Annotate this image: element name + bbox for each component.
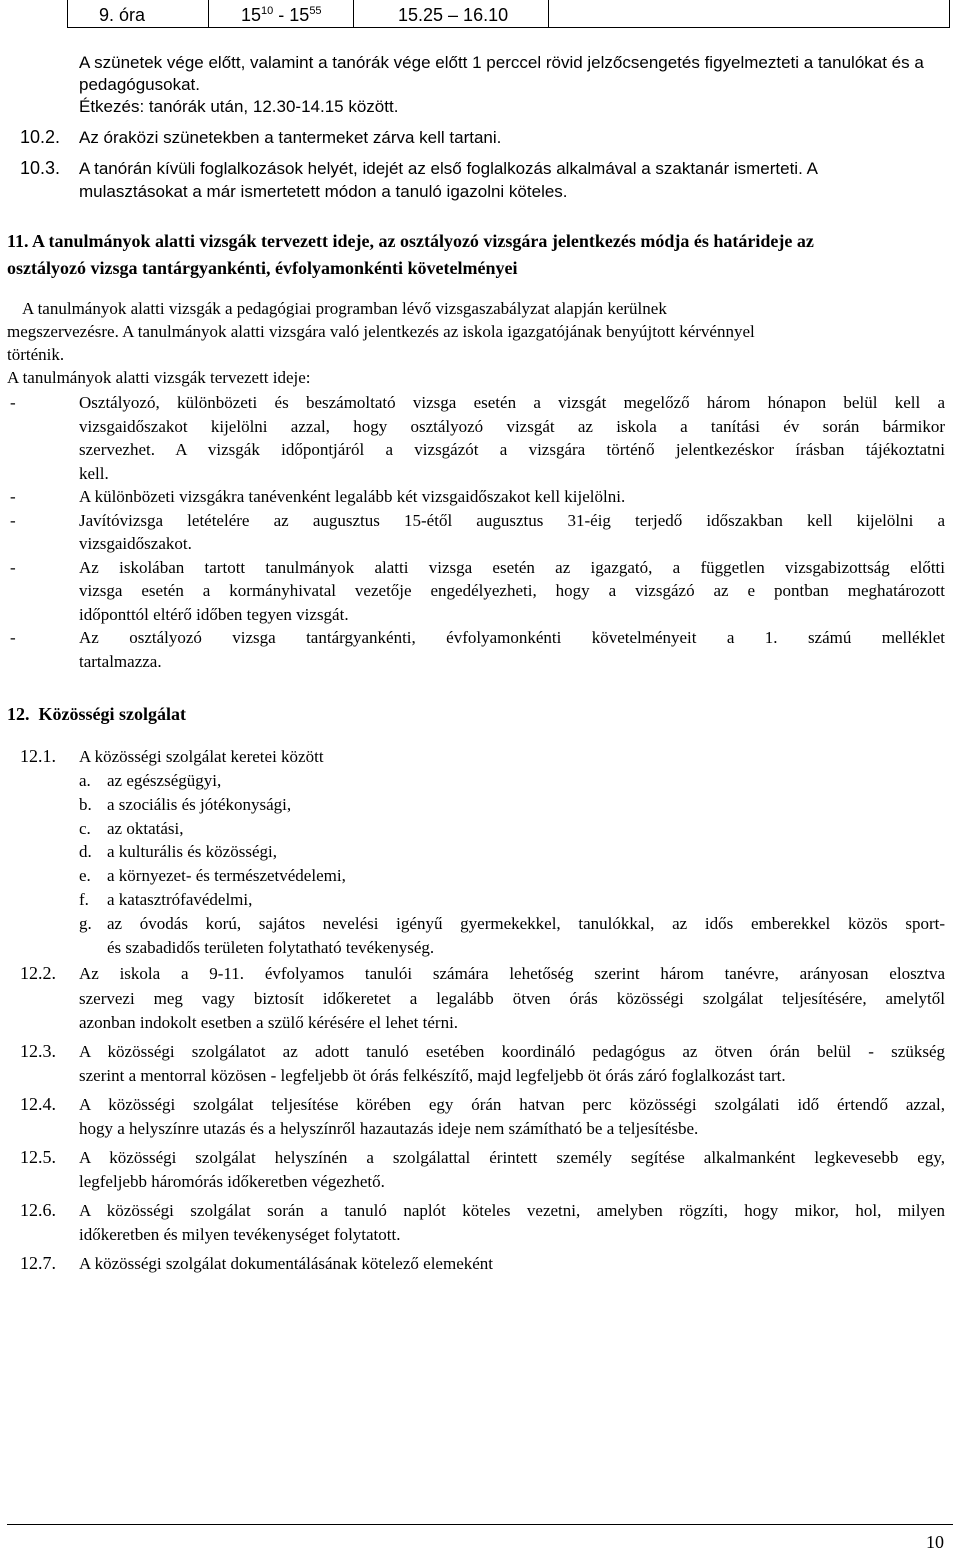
- section-item-line: legfeljebb háromórás időkeretben végezhető.: [79, 1172, 385, 1191]
- service-area-letter: b.: [79, 794, 92, 814]
- bullet-dash: -: [10, 557, 16, 577]
- service-area-text: és szabadidős területen folytatható tevékenység.: [107, 937, 435, 957]
- section-10-2-number: 10.2.: [20, 127, 61, 147]
- section-11-heading: 11. A tanulmányok alatti vizsgák tervezett ideje, az osztályozó vizsgára jelentkezés módja és határideje az: [7, 231, 814, 251]
- section-10-3-line: mulasztásokat a már ismertetett módon a tanuló igazolni köteles.: [79, 182, 568, 201]
- bullet-dash: -: [10, 510, 16, 530]
- schedule-row: [67, 0, 950, 28]
- page-number: 10: [926, 1532, 944, 1552]
- section-10-2-text: Az óraközi szünetekben a tantermeket zárva kell tartani.: [79, 128, 502, 147]
- service-area-text: a kulturális és közösségi,: [107, 842, 277, 862]
- bullet-line: kell.: [79, 463, 109, 483]
- service-area-letter: c.: [79, 818, 91, 838]
- service-area-text: az egészségügyi,: [107, 771, 222, 790]
- section-11-heading: osztályozó vizsga tantárgyankénti, évfolyamonkénti követelményei: [7, 258, 518, 278]
- section-item-line: szervezi meg vagy biztosít időkeretet a legalább ötven órás közösségi szolgálat teljesítésére, amelytől: [79, 988, 945, 1008]
- section-item-line: A közösségi szolgálatot az adott tanuló esetében koordináló pedagógus az ötven órán belül - szükség: [79, 1041, 945, 1061]
- footer-rule: [7, 1524, 953, 1525]
- section-12-heading: 12. Közösségi szolgálat: [7, 704, 186, 724]
- schedule-time: $15^{10} - 15^{55}$: [241, 5, 322, 25]
- section-item-number: 12.4.: [20, 1093, 56, 1114]
- service-area-text: a környezet- és természetvédelemi,: [107, 866, 346, 886]
- bullet-line: szervezhet. A vizsgák időpontjáról a vizsgázót a vizsgára történő jelentkezéskor írásban tájékoztatni: [79, 440, 945, 459]
- service-area-letter: e.: [79, 866, 91, 886]
- section-item-line: A közösségi szolgálat dokumentálásának kötelező elemeként: [79, 1253, 494, 1273]
- intro-meal-paragraph: Étkezés: tanórák után, 12.30-14.15 között.: [79, 97, 399, 116]
- section-11-planned-label: A tanulmányok alatti vizsgák tervezett ideje:: [7, 368, 311, 387]
- section-item-line: Az iskola a 9-11. évfolyamos tanulói számára lehetőség szerint három tanévre, arányosan elosztva: [79, 964, 945, 983]
- bullet-line: vizsgaidőszakot.: [79, 534, 192, 553]
- service-area-text: a szociális és jótékonysági,: [107, 794, 292, 814]
- section-12-1-number: 12.1.: [20, 746, 56, 766]
- section-item-line: A közösségi szolgálat teljesítése körében egy órán hatvan perc közösségi szolgálati idő értendő azzal,: [79, 1094, 945, 1114]
- bullet-line: tartalmazza.: [79, 651, 162, 671]
- section-item-number: 12.3.: [20, 1040, 56, 1061]
- section-item-number: 12.2.: [20, 963, 56, 983]
- bullet-line: A különbözeti vizsgákra tanévenként legalább két vizsgaidőszakot kell kijelölni.: [79, 487, 626, 506]
- bullet-dash: -: [10, 487, 16, 506]
- section-10-3-line: A tanórán kívüli foglalkozások helyét, idejét az első foglalkozás alkalmával a szaktanár ismerteti. A: [79, 159, 818, 178]
- schedule-cell-divider: [208, 0, 209, 28]
- bullet-dash: -: [10, 393, 16, 412]
- bullet-line: Javítóvizsga letételére az augusztus 15-étől augusztus 31-éig terjedő időszakban kell kijelölni a: [79, 510, 945, 530]
- section-item-line: szerint a mentorral közösen - legfeljebb öt órás felkészítő, majd legfeljebb öt órás záró foglalkozást tart.: [79, 1066, 786, 1085]
- bullet-line: vizsga esetén a kormányhivatal vezetője engedélyezheti, hogy a vizsgázó az e pontban meghatározott: [79, 581, 945, 600]
- bullet-line: Az osztályozó vizsga tantárgyankénti, évfolyamonkénti követelményeit a 1. számú melléklet: [79, 628, 945, 647]
- section-item-line: A közösségi szolgálat során a tanuló naplót köteles vezetni, amelyben rögzíti, hogy mikor, hol, milyen: [79, 1200, 945, 1220]
- schedule-cell-divider: [548, 0, 549, 28]
- schedule-cell-divider: [353, 0, 354, 28]
- service-area-letter: a.: [79, 771, 91, 790]
- service-area-letter: f.: [79, 890, 89, 909]
- section-12-1-text: A közösségi szolgálat keretei között: [79, 747, 324, 766]
- service-area-text: az oktatási,: [107, 818, 184, 838]
- bullet-line: Osztályozó, különbözeti és beszámoltató vizsga esetén a vizsgát megelőző három hónapon belül kell a: [79, 393, 945, 412]
- bullet-dash: -: [10, 628, 16, 647]
- service-area-letter: g.: [79, 913, 92, 933]
- bullet-line: Az iskolában tartott tanulmányok alatti vizsga esetén az igazgató, a független vizsgabizottság előtti: [79, 557, 945, 577]
- section-item-number: 12.7.: [20, 1252, 56, 1273]
- schedule-period: 9. óra: [99, 5, 146, 25]
- schedule-alt-time: 15.25 – 16.10: [398, 5, 509, 25]
- section-item-number: 12.5.: [20, 1146, 56, 1167]
- section-item-number: 12.6.: [20, 1199, 56, 1220]
- section-11-paragraph-line: történik.: [7, 345, 65, 364]
- intro-bell-paragraph: A szünetek vége előtt, valamint a tanórák vége előtt 1 perccel rövid jelzőcsengetés figyelmezteti a tanulókat és a pedagógusokat.: [79, 53, 924, 94]
- service-area-text: az óvodás korú, sajátos nevelési igényű gyermekekkel, tanulókkal, az idős emberekkel közös sport-: [107, 913, 945, 933]
- service-area-letter: d.: [79, 842, 92, 862]
- bullet-line: vizsgaidőszakot kijelölni azzal, hogy osztályozó vizsgát az iskola a tanítási év során bármikor: [79, 416, 945, 436]
- section-11-paragraph-line: A tanulmányok alatti vizsgák a pedagógiai programban lévő vizsgaszabályzat alapján kerülnek: [22, 299, 667, 318]
- section-item-line: azonban indokolt esetben a szülő kérésére el lehet térni.: [79, 1013, 459, 1032]
- section-11-paragraph-line: megszervezésre. A tanulmányok alatti vizsgára való jelentkezés az iskola igazgatójának benyújtott kérvénnyel: [7, 322, 755, 341]
- section-item-line: hogy a helyszínre utazás és a helyszínről hazautazás ideje nem számítható be a teljesítésbe.: [79, 1119, 699, 1138]
- section-10-3-number: 10.3.: [20, 158, 61, 178]
- section-item-line: időkeretben és milyen tevékenységet folytatott.: [79, 1225, 401, 1244]
- section-item-line: A közösségi szolgálat helyszínén a szolgálattal érintett személy segítése alkalmanként legkevesebb egy,: [79, 1147, 945, 1167]
- service-area-text: a katasztrófavédelmi,: [107, 890, 253, 909]
- bullet-line: időponttól eltérő időben tegyen vizsgát.: [79, 604, 349, 624]
